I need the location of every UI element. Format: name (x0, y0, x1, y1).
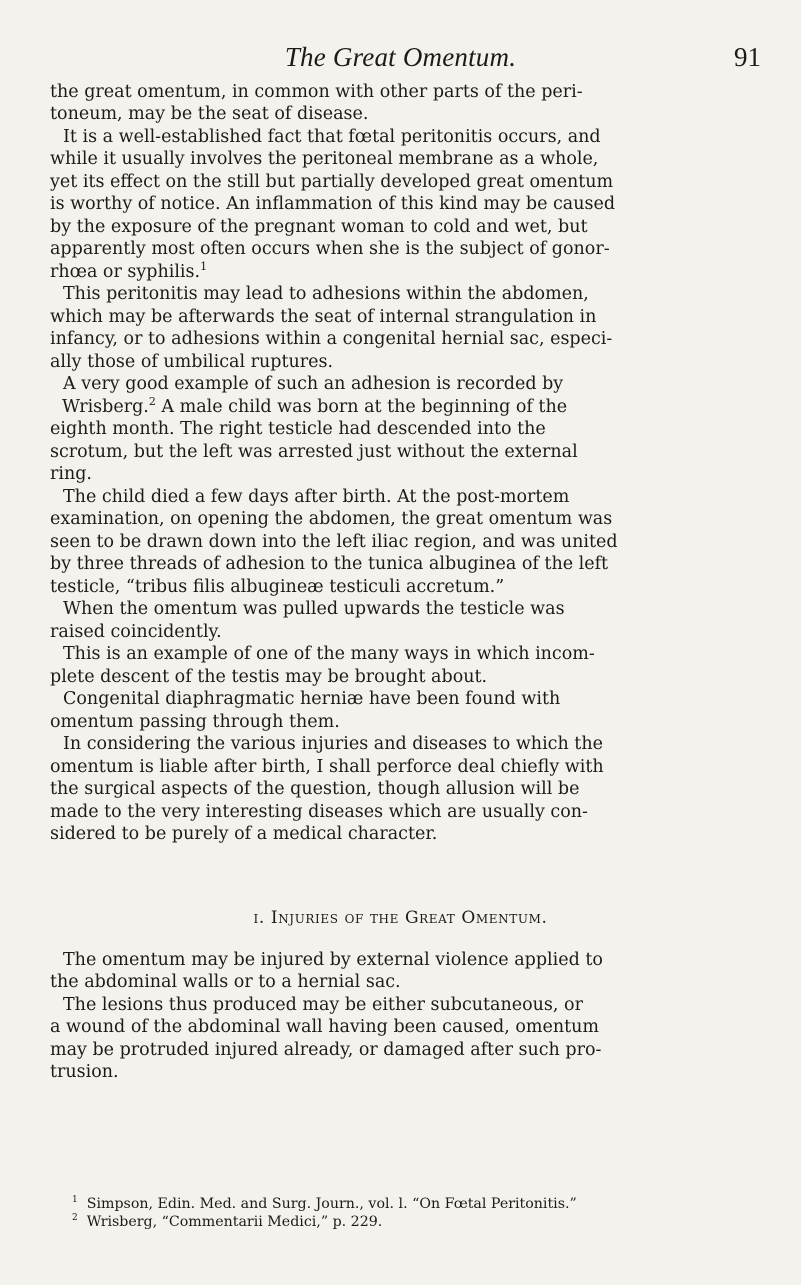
line-text: the abdominal walls or to a hernial sac. (50, 972, 401, 992)
line-text: ring. (50, 464, 92, 484)
paragraph-line (63, 691, 560, 709)
section-paragraph-line (63, 997, 583, 1015)
paragraph-line (50, 354, 333, 372)
footnote (72, 1197, 577, 1211)
running-title: The Great Omentum. (284, 42, 517, 72)
line-text: This is an example of one of the many ways in which incom- (63, 644, 595, 664)
paragraph-line (50, 106, 368, 124)
line-text: sidered to be purely of a medical character. (50, 824, 438, 844)
paragraph-line (50, 174, 613, 192)
line-text: testicle, “tribus filis albugineæ testiculi accretum.” (50, 577, 505, 597)
line-text: The omentum may be injured by external violence applied to (63, 950, 603, 970)
footnote-reference: 2 (148, 395, 156, 408)
line-text: a wound of the abdominal wall having been caused, omentum (50, 1017, 600, 1037)
section-paragraph-line (63, 952, 603, 970)
line-text: raised coincidently. (50, 622, 222, 642)
paragraph-line (50, 759, 604, 777)
paragraph-line (50, 624, 222, 642)
line-text: examination, on opening the abdomen, the great omentum was (50, 509, 613, 529)
line-text: made to the very interesting diseases which are usually con- (50, 802, 588, 822)
section-paragraph-line (50, 1064, 119, 1082)
line-text: may be protruded injured already, or damaged after such pro- (50, 1040, 602, 1060)
line-text: by the exposure of the pregnant woman to cold and wet, but (50, 217, 588, 237)
line-text: apparently most often occurs when she is the subject of gonor- (50, 239, 610, 259)
line-text: Wrisberg. (62, 397, 149, 417)
line-text: the great omentum, in common with other parts of the peri- (50, 82, 583, 102)
paragraph-line (50, 196, 615, 214)
paragraph-line (50, 511, 612, 529)
footnote-reference: 1 (200, 260, 208, 273)
line-text: the surgical aspects of the question, though allusion will be (50, 779, 580, 799)
line-text: rhœa or syphilis. (50, 262, 201, 282)
paragraph-line (50, 556, 608, 574)
footnote-mark: 1 (72, 1195, 78, 1205)
paragraph-line (62, 395, 568, 417)
footnote (72, 1215, 382, 1229)
line-text: trusion. (50, 1062, 119, 1082)
section-paragraph-line (50, 1019, 599, 1037)
paragraph-line (63, 286, 589, 304)
line-text: omentum passing through them. (50, 712, 340, 732)
line-text: ally those of umbilical ruptures. (50, 352, 334, 372)
paragraph-line (50, 714, 340, 732)
paragraph-line (50, 781, 579, 799)
paragraph-line (50, 241, 610, 259)
paragraph-line (63, 736, 603, 754)
paragraph-line (63, 601, 565, 619)
line-text: scrotum, but the left was arrested just without the external (50, 442, 578, 462)
paragraph-line (50, 219, 588, 237)
line-text: eighth month. The right testicle had descended into the (50, 419, 546, 439)
section-heading: i. Injuries of the Great Omentum. (253, 908, 548, 928)
section-paragraph-line (50, 974, 401, 992)
paragraph-line (50, 444, 578, 462)
page-number: 91 (734, 42, 761, 72)
paragraph-line (50, 804, 588, 822)
paragraph-line (50, 151, 598, 169)
line-text: This peritonitis may lead to adhesions within the abdomen, (63, 284, 589, 304)
paragraph-line (50, 669, 487, 687)
line-text: The lesions thus produced may be either subcutaneous, or (63, 995, 583, 1015)
paragraph-line (50, 84, 583, 102)
line-text: A very good example of such an adhesion is recorded by (63, 374, 564, 394)
line-text: is worthy of notice. An inflammation of this kind may be caused (50, 194, 616, 214)
line-text: seen to be drawn down into the left iliac region, and was united (50, 532, 618, 552)
footnote-text: Simpson, Edin. Med. and Surg. Journ., vol. l. “On Fœtal Peritonitis.” (77, 1196, 577, 1212)
footnote-text: Wrisberg, “Commentarii Medici,” p. 229. (77, 1214, 383, 1230)
line-text: omentum is liable after birth, I shall perforce deal chiefly with (50, 757, 604, 777)
paragraph-line (50, 826, 437, 844)
paragraph-line (50, 534, 618, 552)
line-text: plete descent of the testis may be brought about. (50, 667, 488, 687)
line-text: Congenital diaphragmatic herniæ have been found with (63, 689, 561, 709)
paragraph-line (50, 421, 546, 439)
line-text: by three threads of adhesion to the tunica albuginea of the left (50, 554, 609, 574)
paragraph-line (50, 309, 596, 327)
line-text: In considering the various injuries and diseases to which the (63, 734, 603, 754)
line-text: It is a well-established fact that fœtal peritonitis occurs, and (63, 127, 601, 147)
paragraph-line (63, 646, 595, 664)
line-text: yet its effect on the still but partially developed great omentum (50, 172, 614, 192)
paragraph-line (50, 579, 504, 597)
line-text: When the omentum was pulled upwards the testicle was (63, 599, 565, 619)
line-text-continued: A male child was born at the beginning of the (155, 397, 568, 417)
line-text: while it usually involves the peritoneal membrane as a whole, (50, 149, 599, 169)
line-text: The child died a few days after birth. At the post-mortem (63, 487, 570, 507)
paragraph-line (63, 129, 601, 147)
paragraph-line (50, 260, 208, 282)
line-text: which may be afterwards the seat of internal strangulation in (50, 307, 597, 327)
paragraph-line (50, 331, 612, 349)
footnote-mark: 2 (72, 1213, 78, 1223)
section-paragraph-line (50, 1042, 601, 1060)
paragraph-line (63, 489, 569, 507)
paragraph-line (63, 376, 563, 394)
paragraph-line (50, 466, 92, 484)
line-text: infancy, or to adhesions within a congenital hernial sac, especi- (50, 329, 613, 349)
line-text: toneum, may be the seat of disease. (50, 104, 369, 124)
